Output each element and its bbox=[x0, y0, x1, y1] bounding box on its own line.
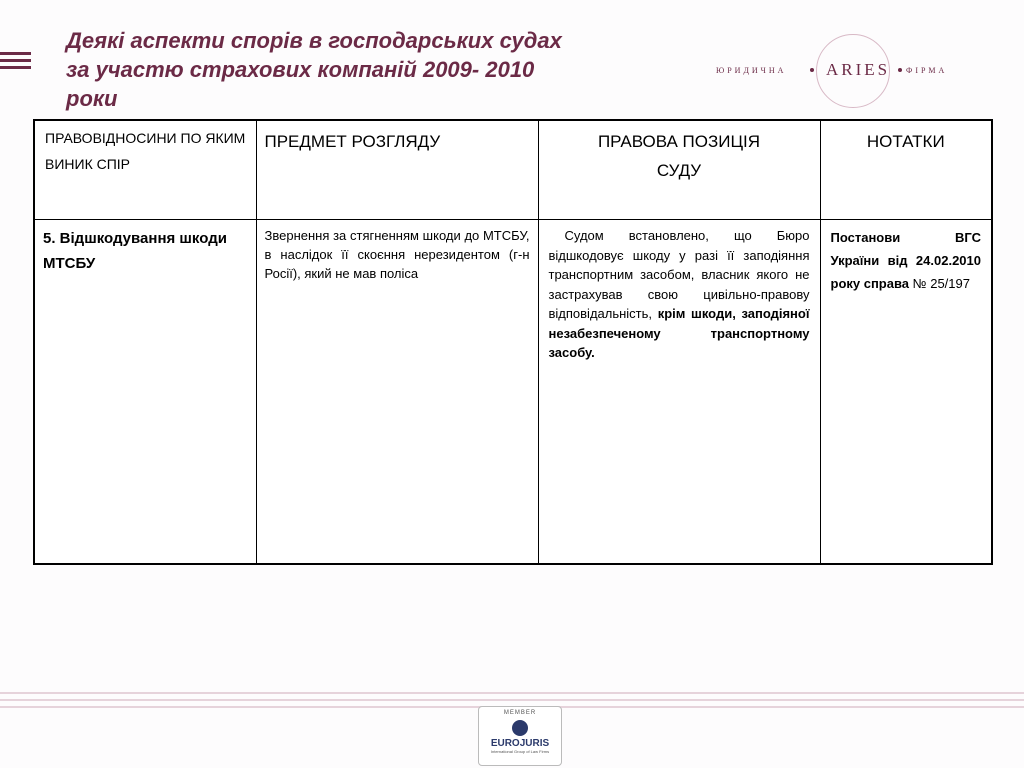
logo-dot-icon bbox=[898, 68, 902, 72]
logo-right-text: ФІРМА bbox=[906, 66, 948, 75]
header-notes: НОТАТКИ bbox=[820, 120, 992, 220]
aries-logo bbox=[716, 30, 976, 110]
title-line-3: роки bbox=[66, 86, 118, 111]
logo-left-text: ЮРИДИЧНА bbox=[716, 66, 787, 75]
logo-brand: ARIES bbox=[826, 60, 891, 79]
title-line-1: Деякі аспекти спорів в господарських судах bbox=[66, 28, 562, 53]
header-court-position-line-2: СУДУ bbox=[656, 161, 702, 180]
header-court-position-line-1: ПРАВОВА ПОЗИЦІЯ bbox=[597, 132, 761, 151]
cell-court-position bbox=[538, 220, 820, 565]
decorative-side-bars bbox=[0, 52, 31, 73]
position-plain-text: Судом встановлено, що Бюро відшкодовує шкоду у разі її заподіяння транспортним засобом, власник якого не застрахував свою цивільно-правову відповідальність, bbox=[548, 228, 810, 321]
badge-subtitle: International Group of Law Firms bbox=[490, 749, 550, 754]
cell-subject: Звернення за стягненням шкоди до МТСБУ, в наслідок її скоєння нерезидентом (г-н Росії), який не мав поліса bbox=[256, 220, 538, 565]
eurojuris-emblem-icon bbox=[512, 720, 528, 736]
badge-member-label: MEMBER bbox=[503, 710, 537, 716]
cell-relation: 5. Відшкодування шкоди МТСБУ bbox=[34, 220, 256, 565]
header-relations-line-1: ПРАВОВІДНОСИНИ ПО ЯКИМ bbox=[45, 130, 246, 146]
eurojuris-member-badge bbox=[478, 706, 562, 766]
header-relations bbox=[34, 120, 256, 220]
title-line-2: за участю страхових компаній 2009- 2010 bbox=[66, 57, 535, 82]
header-relations-line-2: ВИНИК СПІР bbox=[45, 156, 131, 172]
badge-name: EUROJURIS bbox=[490, 738, 550, 749]
cell-notes bbox=[820, 220, 992, 565]
notes-case-number: № 25/197 bbox=[909, 276, 970, 291]
page-title bbox=[66, 26, 666, 113]
header-subject: ПРЕДМЕТ РОЗГЛЯДУ bbox=[256, 120, 538, 220]
position-bold-text: крім шкоди, заподіяної незабезпеченому транспортному засобу. bbox=[548, 306, 810, 360]
notes-bold-text: Постанови ВГС України від 24.02.2010 року справа bbox=[830, 230, 981, 291]
table-header-row bbox=[34, 120, 992, 220]
table-row bbox=[34, 220, 992, 565]
header-court-position bbox=[538, 120, 820, 220]
disputes-table bbox=[33, 119, 993, 565]
logo-dot-icon bbox=[810, 68, 814, 72]
